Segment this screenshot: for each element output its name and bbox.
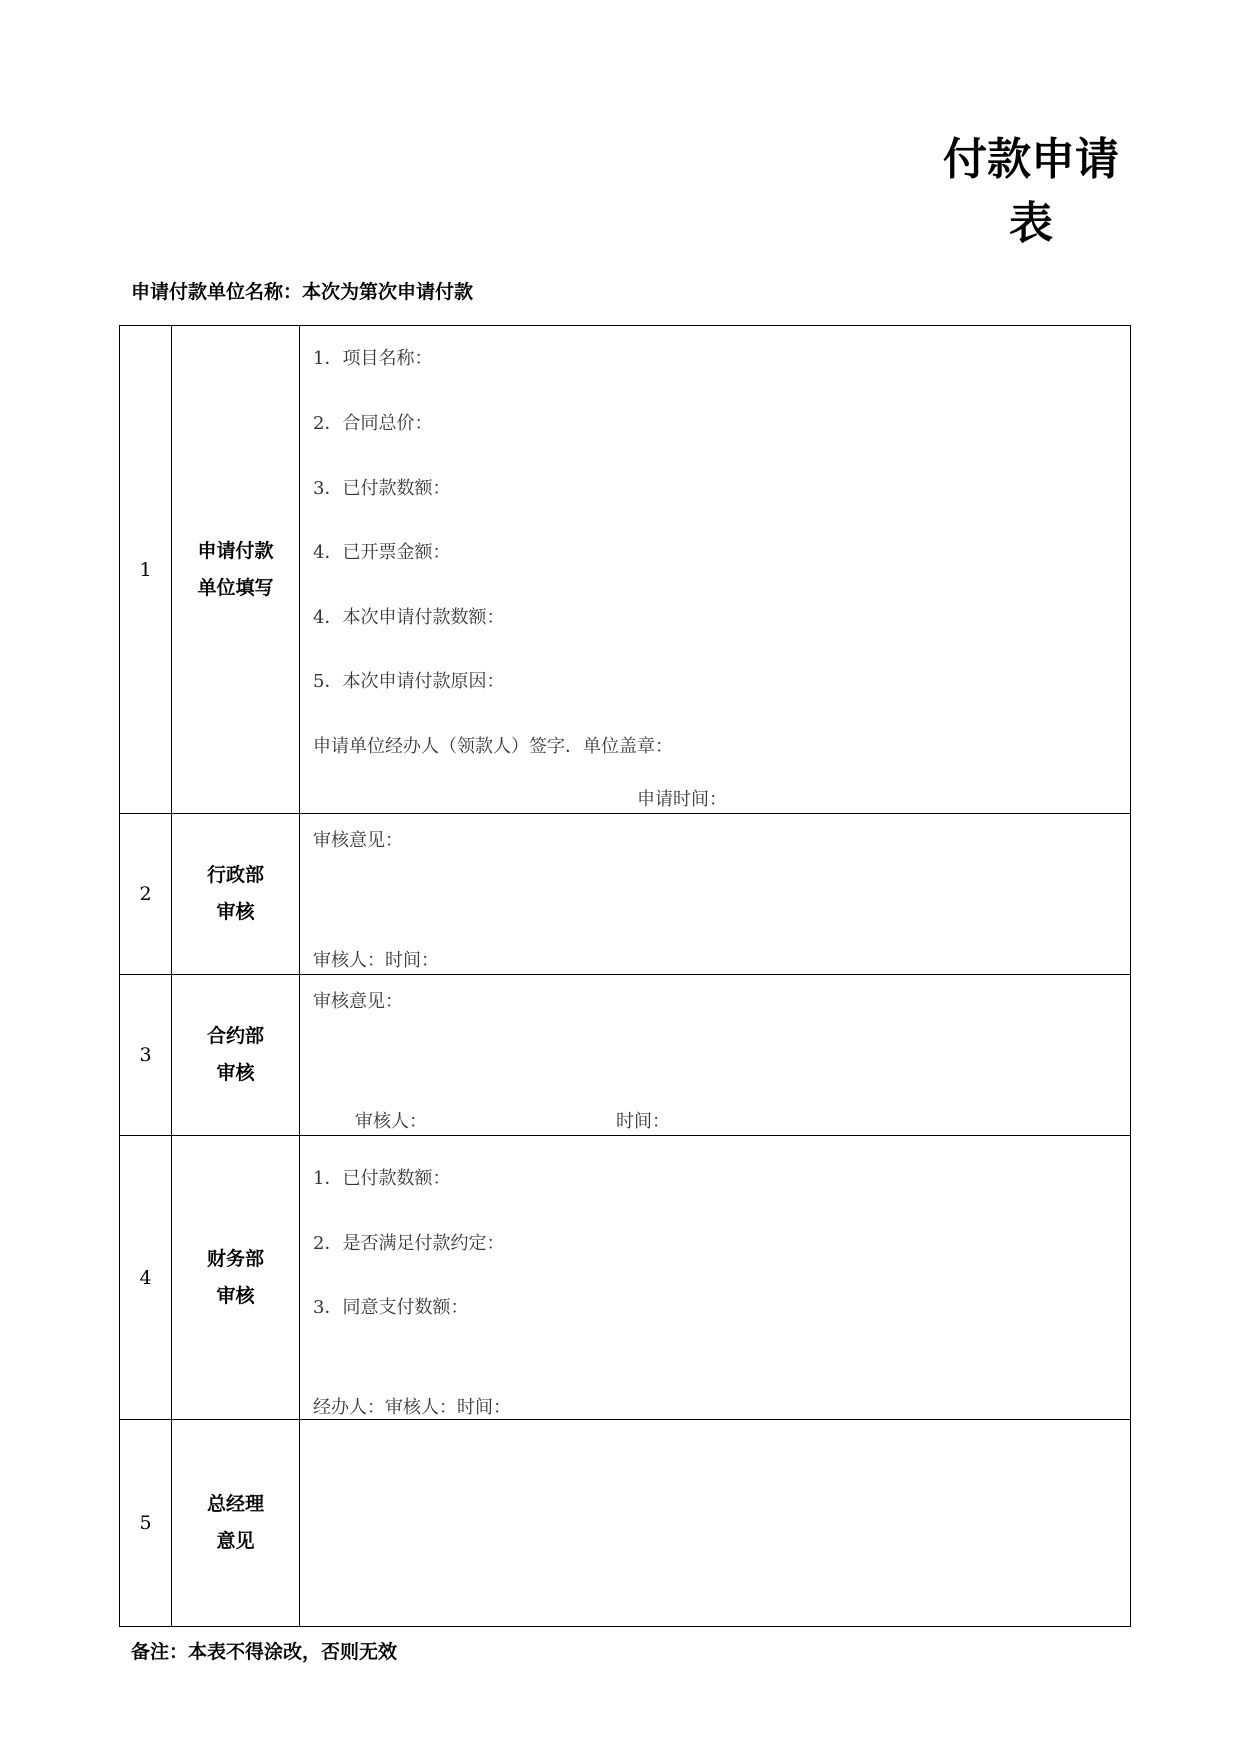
field-paid-amount: 1．已付款数额： [313,1168,451,1189]
section-label-gm [172,1420,300,1627]
field-request-amount: 4．本次申请付款数额： [313,607,505,628]
section-label-finance [172,1136,300,1420]
page-title [931,128,1131,256]
section-label-line: 审核 [216,1062,255,1084]
section-label-line: 审核 [216,1284,255,1307]
field-paid-amount: 3．已付款数额： [313,478,451,499]
title-line-1: 付款申请 [943,134,1119,185]
table-row-contract [120,975,1131,1136]
field-contract-total: 2．合同总价： [313,413,433,434]
section-label-applicant [172,326,300,814]
section-label-line: 总经理 [206,1493,264,1515]
row-number: 5 [120,1420,172,1627]
section-label-line: 合约部 [206,1025,264,1047]
field-payment-terms-met: 2．是否满足付款约定： [313,1233,505,1254]
field-request-time: 申请时间： [637,789,727,810]
handler-reviewer-time-label: 经办人：审核人：时间： [313,1397,511,1418]
finance-review-cell[interactable] [300,1136,1131,1420]
section-label-line: 行政部 [206,864,264,886]
section-label-admin [172,814,300,975]
applicant-fields-cell[interactable] [300,326,1131,814]
table-row-gm [120,1420,1131,1627]
section-label-line: 单位填写 [197,576,274,599]
section-label-line: 申请付款 [197,539,274,562]
row-number: 4 [120,1136,172,1420]
table-row-admin [120,814,1131,975]
section-label-line: 审核 [216,901,255,923]
review-opinion-label: 审核意见： [313,830,403,851]
section-label-contract [172,975,300,1136]
table-row-applicant [120,326,1131,814]
reviewer-label: 审核人： [355,1111,427,1132]
footer-note: 备注：本表不得涂改，否则无效 [131,1641,398,1663]
row-number: 1 [120,326,172,814]
review-opinion-label: 审核意见： [313,991,403,1012]
time-label: 时间： [616,1111,670,1132]
gm-opinion-cell[interactable] [300,1420,1131,1627]
contract-review-cell[interactable] [300,975,1131,1136]
field-request-reason: 5．本次申请付款原因： [313,671,505,692]
row-number: 3 [120,975,172,1136]
field-approved-amount: 3．同意支付数额： [313,1297,469,1318]
payment-request-table [119,325,1131,1627]
field-project-name: 1．项目名称： [313,348,433,369]
section-label-line: 意见 [216,1530,255,1552]
reviewer-time-label: 审核人：时间： [313,950,439,971]
row-number: 2 [120,814,172,975]
table-row-finance [120,1136,1131,1420]
admin-review-cell[interactable] [300,814,1131,975]
section-label-line: 财务部 [206,1247,264,1270]
applicant-unit-line: 申请付款单位名称：本次为第次申请付款 [131,281,474,303]
title-line-2: 表 [1009,198,1053,249]
field-applicant-signature: 申请单位经办人（领款人）签字．单位盖章： [313,736,673,757]
field-invoiced-amount: 4．已开票金额： [313,542,451,563]
